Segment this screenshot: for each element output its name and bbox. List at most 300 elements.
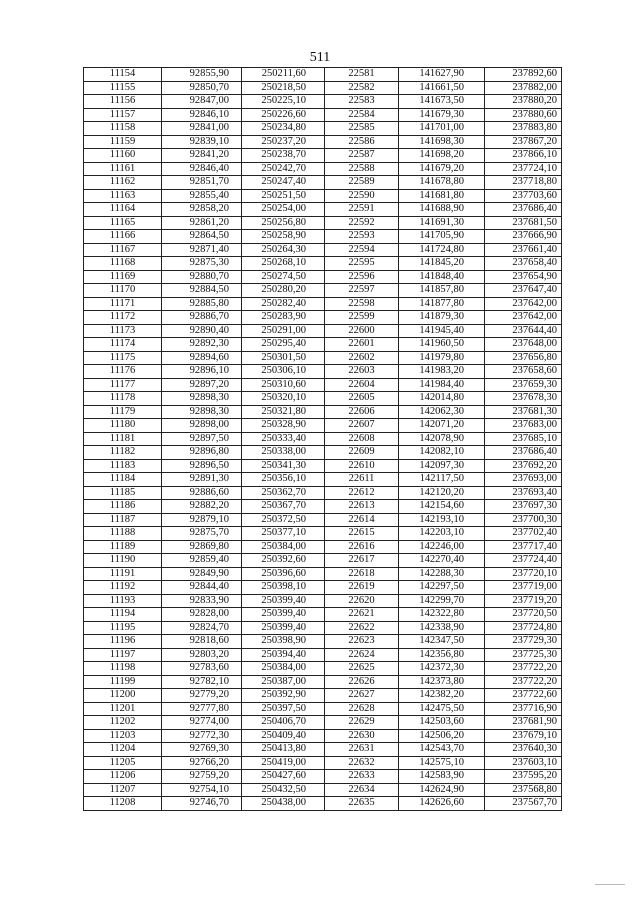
- cell-coord-y-2: 237718,80: [485, 176, 562, 190]
- cell-point-number-2: 22602: [325, 351, 399, 365]
- cell-coord-y: 250306,10: [242, 365, 325, 379]
- table-row: [84, 513, 562, 527]
- table-row: [84, 702, 562, 716]
- cell-coord-x-2: 142347,50: [399, 635, 485, 649]
- cell-coord-y: 250338,00: [242, 446, 325, 460]
- cell-coord-y-2: 237719,20: [485, 594, 562, 608]
- cell-coord-x: 92851,70: [162, 176, 242, 190]
- cell-coord-x-2: 142193,10: [399, 513, 485, 527]
- table-row: [84, 459, 562, 473]
- table-row: [84, 446, 562, 460]
- cell-coord-y-2: 237648,00: [485, 338, 562, 352]
- table-row: [84, 608, 562, 622]
- table-row: [84, 324, 562, 338]
- cell-coord-x-2: 141691,30: [399, 216, 485, 230]
- cell-coord-x: 92871,40: [162, 243, 242, 257]
- cell-coord-y-2: 237595,20: [485, 770, 562, 784]
- table-row: [84, 635, 562, 649]
- cell-point-number-2: 22631: [325, 743, 399, 757]
- cell-point-number: 11189: [84, 540, 162, 554]
- cell-point-number-2: 22594: [325, 243, 399, 257]
- cell-coord-x: 92884,50: [162, 284, 242, 298]
- cell-point-number-2: 22603: [325, 365, 399, 379]
- cell-point-number: 11173: [84, 324, 162, 338]
- cell-point-number-2: 22617: [325, 554, 399, 568]
- cell-point-number-2: 22582: [325, 81, 399, 95]
- cell-point-number-2: 22584: [325, 108, 399, 122]
- cell-coord-y: 250398,10: [242, 581, 325, 595]
- cell-coord-y-2: 237686,40: [485, 446, 562, 460]
- cell-point-number-2: 22621: [325, 608, 399, 622]
- cell-coord-x: 92777,80: [162, 702, 242, 716]
- cell-coord-x: 92846,40: [162, 162, 242, 176]
- cell-coord-x: 92898,30: [162, 392, 242, 406]
- cell-coord-x: 92859,40: [162, 554, 242, 568]
- cell-coord-x: 92824,70: [162, 621, 242, 635]
- cell-point-number-2: 22601: [325, 338, 399, 352]
- cell-coord-y-2: 237686,40: [485, 203, 562, 217]
- cell-coord-x-2: 142382,20: [399, 689, 485, 703]
- cell-coord-y-2: 237717,40: [485, 540, 562, 554]
- cell-coord-y-2: 237658,40: [485, 257, 562, 271]
- table-row: [84, 783, 562, 797]
- cell-point-number: 11194: [84, 608, 162, 622]
- cell-coord-x-2: 141701,00: [399, 122, 485, 136]
- cell-coord-x: 92855,90: [162, 68, 242, 82]
- cell-coord-x: 92875,70: [162, 527, 242, 541]
- table-row: [84, 621, 562, 635]
- cell-coord-y-2: 237724,40: [485, 554, 562, 568]
- cell-coord-x-2: 142322,80: [399, 608, 485, 622]
- cell-coord-x: 92846,10: [162, 108, 242, 122]
- cell-point-number-2: 22613: [325, 500, 399, 514]
- cell-coord-x: 92875,30: [162, 257, 242, 271]
- cell-coord-y-2: 237678,30: [485, 392, 562, 406]
- cell-coord-x-2: 142203,10: [399, 527, 485, 541]
- cell-coord-x-2: 141679,30: [399, 108, 485, 122]
- cell-coord-y-2: 237659,30: [485, 378, 562, 392]
- cell-coord-y: 250258,90: [242, 230, 325, 244]
- table-row: [84, 243, 562, 257]
- cell-coord-x-2: 142543,70: [399, 743, 485, 757]
- cell-coord-x: 92897,50: [162, 432, 242, 446]
- page-number: 511: [309, 50, 331, 65]
- table-row: [84, 729, 562, 743]
- cell-point-number: 11206: [84, 770, 162, 784]
- cell-coord-x-2: 142299,70: [399, 594, 485, 608]
- cell-coord-y: 250406,70: [242, 716, 325, 730]
- cell-coord-x: 92779,20: [162, 689, 242, 703]
- cell-point-number-2: 22595: [325, 257, 399, 271]
- cell-point-number-2: 22629: [325, 716, 399, 730]
- cell-coord-x-2: 142372,30: [399, 662, 485, 676]
- cell-coord-x-2: 142078,90: [399, 432, 485, 446]
- cell-point-number: 11196: [84, 635, 162, 649]
- table-row: [84, 149, 562, 163]
- cell-coord-x-2: 141627,90: [399, 68, 485, 82]
- cell-coord-x-2: 142583,90: [399, 770, 485, 784]
- cell-coord-x: 92818,60: [162, 635, 242, 649]
- cell-point-number-2: 22592: [325, 216, 399, 230]
- cell-point-number-2: 22596: [325, 270, 399, 284]
- table-row: [84, 365, 562, 379]
- cell-coord-x: 92894,60: [162, 351, 242, 365]
- table-row: [84, 338, 562, 352]
- cell-coord-y: 250320,10: [242, 392, 325, 406]
- cell-coord-x: 92782,10: [162, 675, 242, 689]
- cell-point-number-2: 22625: [325, 662, 399, 676]
- cell-point-number-2: 22634: [325, 783, 399, 797]
- table-row: [84, 378, 562, 392]
- table-row: [84, 662, 562, 676]
- cell-coord-x-2: 142575,10: [399, 756, 485, 770]
- cell-point-number-2: 22586: [325, 135, 399, 149]
- cell-point-number: 11199: [84, 675, 162, 689]
- cell-coord-y-2: 237693,40: [485, 486, 562, 500]
- cell-point-number-2: 22626: [325, 675, 399, 689]
- cell-coord-y: 250237,20: [242, 135, 325, 149]
- cell-coord-x: 92892,30: [162, 338, 242, 352]
- cell-point-number: 11202: [84, 716, 162, 730]
- cell-point-number-2: 22581: [325, 68, 399, 82]
- cell-coord-y-2: 237867,20: [485, 135, 562, 149]
- cell-point-number: 11166: [84, 230, 162, 244]
- cell-point-number-2: 22591: [325, 203, 399, 217]
- cell-coord-y-2: 237720,10: [485, 567, 562, 581]
- cell-coord-x: 92774,00: [162, 716, 242, 730]
- cell-coord-y: 250301,50: [242, 351, 325, 365]
- table-row: [84, 311, 562, 325]
- cell-coord-y-2: 237880,20: [485, 95, 562, 109]
- table-row: [84, 189, 562, 203]
- cell-coord-x-2: 142297,50: [399, 581, 485, 595]
- cell-point-number: 11162: [84, 176, 162, 190]
- cell-coord-x-2: 141960,50: [399, 338, 485, 352]
- cell-point-number-2: 22615: [325, 527, 399, 541]
- table-row: [84, 392, 562, 406]
- table-row: [84, 297, 562, 311]
- cell-coord-x-2: 142338,90: [399, 621, 485, 635]
- cell-point-number: 11158: [84, 122, 162, 136]
- cell-coord-y: 250362,70: [242, 486, 325, 500]
- cell-coord-y-2: 237642,00: [485, 311, 562, 325]
- cell-coord-y-2: 237716,90: [485, 702, 562, 716]
- table-body: [84, 68, 562, 811]
- cell-coord-y: 250356,10: [242, 473, 325, 487]
- table-row: [84, 554, 562, 568]
- cell-coord-x: 92891,30: [162, 473, 242, 487]
- cell-coord-x: 92896,10: [162, 365, 242, 379]
- cell-point-number-2: 22624: [325, 648, 399, 662]
- cell-point-number-2: 22633: [325, 770, 399, 784]
- cell-coord-y-2: 237892,60: [485, 68, 562, 82]
- cell-coord-x-2: 142014,80: [399, 392, 485, 406]
- cell-coord-x-2: 142097,30: [399, 459, 485, 473]
- cell-point-number: 11185: [84, 486, 162, 500]
- cell-coord-y: 250438,00: [242, 797, 325, 811]
- cell-point-number: 11172: [84, 311, 162, 325]
- cell-coord-y: 250226,60: [242, 108, 325, 122]
- table-row: [84, 567, 562, 581]
- cell-coord-y: 250234,80: [242, 122, 325, 136]
- cell-coord-x: 92772,30: [162, 729, 242, 743]
- cell-coord-y-2: 237880,60: [485, 108, 562, 122]
- cell-coord-y: 250321,80: [242, 405, 325, 419]
- cell-coord-x-2: 141979,80: [399, 351, 485, 365]
- table-row: [84, 540, 562, 554]
- cell-coord-x: 92844,40: [162, 581, 242, 595]
- cell-point-number: 11167: [84, 243, 162, 257]
- cell-coord-x-2: 141984,40: [399, 378, 485, 392]
- cell-coord-y: 250218,50: [242, 81, 325, 95]
- table-row: [84, 122, 562, 136]
- cell-coord-y: 250409,40: [242, 729, 325, 743]
- cell-coord-x: 92841,00: [162, 122, 242, 136]
- cell-coord-x: 92766,20: [162, 756, 242, 770]
- table-row: [84, 770, 562, 784]
- table-row: [84, 689, 562, 703]
- cell-coord-x-2: 141698,30: [399, 135, 485, 149]
- cell-point-number: 11178: [84, 392, 162, 406]
- table-row: [84, 284, 562, 298]
- cell-coord-y: 250399,40: [242, 621, 325, 635]
- cell-coord-y-2: 237644,40: [485, 324, 562, 338]
- cell-point-number: 11175: [84, 351, 162, 365]
- cell-coord-x-2: 141661,50: [399, 81, 485, 95]
- cell-point-number-2: 22600: [325, 324, 399, 338]
- cell-point-number: 11163: [84, 189, 162, 203]
- cell-point-number: 11188: [84, 527, 162, 541]
- cell-coord-y: 250413,80: [242, 743, 325, 757]
- table-row: [84, 756, 562, 770]
- cell-coord-x: 92754,10: [162, 783, 242, 797]
- cell-coord-x-2: 142246,00: [399, 540, 485, 554]
- table-row: [84, 405, 562, 419]
- cell-point-number: 11197: [84, 648, 162, 662]
- cell-coord-y: 250268,10: [242, 257, 325, 271]
- cell-coord-x: 92769,30: [162, 743, 242, 757]
- cell-coord-x-2: 141845,20: [399, 257, 485, 271]
- cell-coord-y: 250238,70: [242, 149, 325, 163]
- cell-coord-x-2: 142475,50: [399, 702, 485, 716]
- table-row: [84, 473, 562, 487]
- cell-coord-y-2: 237725,30: [485, 648, 562, 662]
- cell-coord-x-2: 142506,20: [399, 729, 485, 743]
- cell-coord-y: 250387,00: [242, 675, 325, 689]
- cell-point-number: 11186: [84, 500, 162, 514]
- cell-coord-x-2: 141688,90: [399, 203, 485, 217]
- cell-point-number: 11191: [84, 567, 162, 581]
- table-row: [84, 648, 562, 662]
- cell-coord-x: 92858,20: [162, 203, 242, 217]
- cell-coord-y-2: 237679,10: [485, 729, 562, 743]
- cell-coord-y: 250291,00: [242, 324, 325, 338]
- cell-coord-x: 92803,20: [162, 648, 242, 662]
- cell-coord-y: 250399,40: [242, 608, 325, 622]
- cell-coord-x: 92783,60: [162, 662, 242, 676]
- cell-coord-y-2: 237685,10: [485, 432, 562, 446]
- table-row: [84, 81, 562, 95]
- cell-coord-x-2: 142626,60: [399, 797, 485, 811]
- cell-coord-x-2: 142082,10: [399, 446, 485, 460]
- table-row: [84, 419, 562, 433]
- cell-coord-y-2: 237722,60: [485, 689, 562, 703]
- cell-coord-x: 92880,70: [162, 270, 242, 284]
- cell-coord-y: 250398,90: [242, 635, 325, 649]
- table-row: [84, 527, 562, 541]
- cell-coord-y-2: 237658,60: [485, 365, 562, 379]
- cell-coord-y-2: 237722,20: [485, 662, 562, 676]
- cell-coord-y: 250280,20: [242, 284, 325, 298]
- cell-coord-x: 92861,20: [162, 216, 242, 230]
- cell-coord-y: 250256,80: [242, 216, 325, 230]
- cell-coord-x: 92890,40: [162, 324, 242, 338]
- cell-point-number-2: 22593: [325, 230, 399, 244]
- cell-coord-y-2: 237661,40: [485, 243, 562, 257]
- cell-point-number: 11182: [84, 446, 162, 460]
- cell-point-number: 11168: [84, 257, 162, 271]
- cell-point-number-2: 22607: [325, 419, 399, 433]
- cell-coord-y: 250310,60: [242, 378, 325, 392]
- cell-point-number-2: 22630: [325, 729, 399, 743]
- cell-coord-x: 92897,20: [162, 378, 242, 392]
- cell-coord-x: 92864,50: [162, 230, 242, 244]
- cell-coord-y: 250264,30: [242, 243, 325, 257]
- cell-coord-x-2: 141679,20: [399, 162, 485, 176]
- table-row: [84, 716, 562, 730]
- cell-coord-y-2: 237681,90: [485, 716, 562, 730]
- cell-point-number-2: 22623: [325, 635, 399, 649]
- cell-coord-y-2: 237703,60: [485, 189, 562, 203]
- cell-point-number: 11190: [84, 554, 162, 568]
- cell-coord-y: 250274,50: [242, 270, 325, 284]
- cell-coord-x: 92828,00: [162, 608, 242, 622]
- cell-point-number: 11187: [84, 513, 162, 527]
- cell-point-number: 11193: [84, 594, 162, 608]
- cell-coord-x: 92841,20: [162, 149, 242, 163]
- cell-point-number: 11169: [84, 270, 162, 284]
- cell-coord-y: 250432,50: [242, 783, 325, 797]
- cell-point-number: 11207: [84, 783, 162, 797]
- cell-coord-x: 92850,70: [162, 81, 242, 95]
- cell-coord-y-2: 237720,50: [485, 608, 562, 622]
- cell-coord-x-2: 142288,30: [399, 567, 485, 581]
- cell-point-number: 11174: [84, 338, 162, 352]
- cell-coord-y-2: 237568,80: [485, 783, 562, 797]
- cell-point-number: 11208: [84, 797, 162, 811]
- cell-point-number: 11201: [84, 702, 162, 716]
- table-row: [84, 432, 562, 446]
- cell-coord-x: 92885,80: [162, 297, 242, 311]
- table-row: [84, 95, 562, 109]
- cell-coord-y: 250427,60: [242, 770, 325, 784]
- cell-point-number: 11195: [84, 621, 162, 635]
- cell-coord-x: 92898,00: [162, 419, 242, 433]
- cell-coord-x: 92847,00: [162, 95, 242, 109]
- cell-coord-y: 250377,10: [242, 527, 325, 541]
- cell-coord-y: 250392,60: [242, 554, 325, 568]
- cell-coord-x: 92896,50: [162, 459, 242, 473]
- cell-coord-x-2: 141879,30: [399, 311, 485, 325]
- cell-point-number: 11192: [84, 581, 162, 595]
- cell-coord-y-2: 237724,80: [485, 621, 562, 635]
- cell-coord-x-2: 141705,90: [399, 230, 485, 244]
- cell-coord-x-2: 142062,30: [399, 405, 485, 419]
- cell-coord-y: 250372,50: [242, 513, 325, 527]
- cell-coord-x-2: 141681,80: [399, 189, 485, 203]
- cell-coord-y-2: 237603,10: [485, 756, 562, 770]
- cell-point-number: 11179: [84, 405, 162, 419]
- cell-coord-x-2: 142120,20: [399, 486, 485, 500]
- cell-point-number: 11159: [84, 135, 162, 149]
- cell-coord-y: 250397,50: [242, 702, 325, 716]
- cell-coord-y-2: 237693,00: [485, 473, 562, 487]
- table-row: [84, 257, 562, 271]
- cell-coord-y-2: 237702,40: [485, 527, 562, 541]
- cell-point-number-2: 22605: [325, 392, 399, 406]
- cell-coord-y-2: 237640,30: [485, 743, 562, 757]
- cell-point-number-2: 22627: [325, 689, 399, 703]
- cell-coord-x: 92882,20: [162, 500, 242, 514]
- cell-coord-y-2: 237729,30: [485, 635, 562, 649]
- cell-coord-x-2: 142154,60: [399, 500, 485, 514]
- table-row: [84, 594, 562, 608]
- cell-coord-x: 92759,20: [162, 770, 242, 784]
- cell-point-number: 11200: [84, 689, 162, 703]
- cell-coord-y: 250394,40: [242, 648, 325, 662]
- cell-coord-y: 250396,60: [242, 567, 325, 581]
- cell-coord-y: 250419,00: [242, 756, 325, 770]
- cell-coord-x-2: 142503,60: [399, 716, 485, 730]
- cell-point-number: 11156: [84, 95, 162, 109]
- cell-coord-y-2: 237882,00: [485, 81, 562, 95]
- cell-point-number: 11171: [84, 297, 162, 311]
- cell-point-number: 11161: [84, 162, 162, 176]
- cell-point-number-2: 22597: [325, 284, 399, 298]
- cell-point-number: 11170: [84, 284, 162, 298]
- cell-point-number: 11205: [84, 756, 162, 770]
- cell-point-number-2: 22583: [325, 95, 399, 109]
- cell-point-number: 11157: [84, 108, 162, 122]
- cell-coord-x-2: 141848,40: [399, 270, 485, 284]
- cell-coord-x-2: 141724,80: [399, 243, 485, 257]
- cell-coord-x: 92849,90: [162, 567, 242, 581]
- cell-coord-y: 250384,00: [242, 540, 325, 554]
- cell-coord-x-2: 142624,90: [399, 783, 485, 797]
- footer-rule: [595, 884, 625, 885]
- cell-coord-y-2: 237692,20: [485, 459, 562, 473]
- table-row: [84, 135, 562, 149]
- cell-coord-y: 250283,90: [242, 311, 325, 325]
- cell-coord-y: 250399,40: [242, 594, 325, 608]
- cell-coord-y: 250367,70: [242, 500, 325, 514]
- cell-coord-x-2: 142270,40: [399, 554, 485, 568]
- cell-coord-y: 250247,40: [242, 176, 325, 190]
- cell-coord-y: 250392,90: [242, 689, 325, 703]
- cell-coord-y-2: 237697,30: [485, 500, 562, 514]
- cell-coord-x-2: 141678,80: [399, 176, 485, 190]
- table-row: [84, 486, 562, 500]
- cell-coord-x-2: 142373,80: [399, 675, 485, 689]
- table-row: [84, 581, 562, 595]
- cell-coord-y: 250242,70: [242, 162, 325, 176]
- cell-point-number-2: 22608: [325, 432, 399, 446]
- cell-coord-y-2: 237567,70: [485, 797, 562, 811]
- cell-coord-x: 92746,70: [162, 797, 242, 811]
- cell-coord-x-2: 141673,50: [399, 95, 485, 109]
- cell-coord-x: 92886,70: [162, 311, 242, 325]
- cell-point-number-2: 22609: [325, 446, 399, 460]
